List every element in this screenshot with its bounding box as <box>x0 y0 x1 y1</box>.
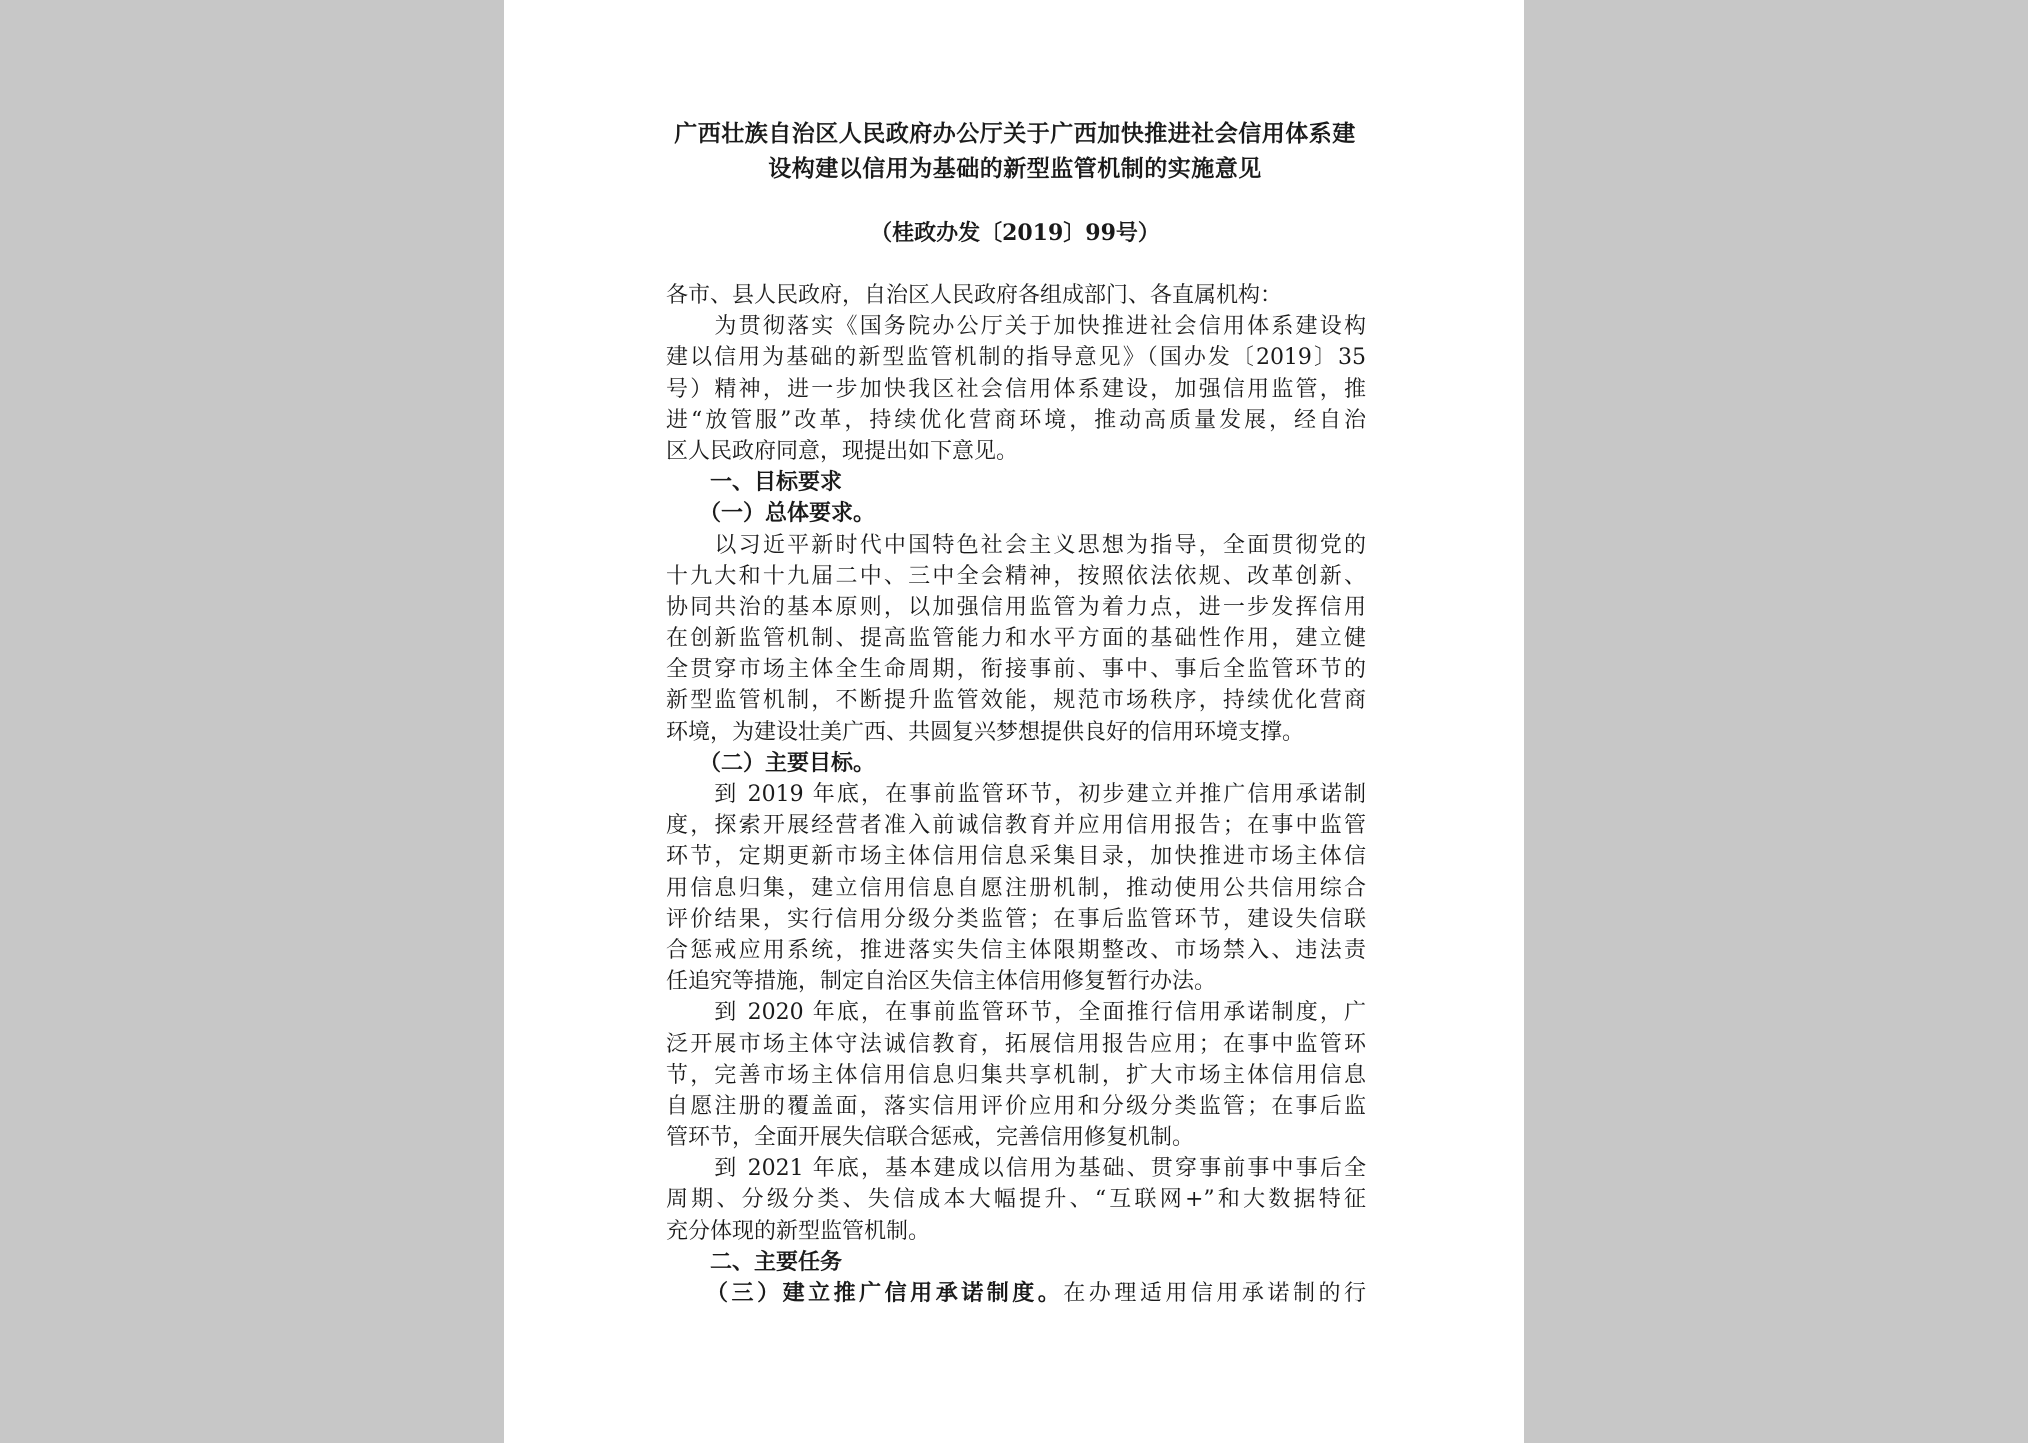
body-line: 度，探索开展经营者准入前诚信教育并应用信用报告；在事中监管 <box>666 813 1366 839</box>
body-line: 节，完善市场主体信用信息归集共享机制，扩大市场主体信用信息 <box>666 1062 1366 1088</box>
body-line: 用信息归集，建立信用信息自愿注册机制，推动使用公共信用综合 <box>666 875 1366 901</box>
body-line: 全贯穿市场主体全生命周期，衔接事前、事中、事后全监管环节的 <box>666 657 1366 683</box>
document-number: （桂政办发〔2019〕99号） <box>870 220 1160 246</box>
document-title <box>664 116 1366 186</box>
subsection-heading-inline: （三）建立推广信用承诺制度。 <box>666 1280 1064 1306</box>
body-line-final-text: 在办理适用信用承诺制的行 <box>1063 1281 1366 1306</box>
title-line-2: 设构建以信用为基础的新型监管机制的实施意见 <box>768 155 1262 182</box>
body-line: 合惩戒应用系统，推进落实失信主体限期整改、市场禁入、违法责 <box>666 937 1366 963</box>
body-line: 自愿注册的覆盖面，落实信用评价应用和分级分类监管；在事后监 <box>666 1093 1366 1119</box>
document-body <box>666 280 1366 1309</box>
document-page <box>504 0 1524 1443</box>
body-line: 建以信用为基础的新型监管机制的指导意见》（国办发〔2019〕35 <box>666 345 1366 371</box>
body-line: 到 2021 年底，基本建成以信用为基础、贯穿事前事中事后全 <box>666 1156 1366 1182</box>
body-line: 新型监管机制，不断提升监管效能，规范市场秩序，持续优化营商 <box>666 688 1366 714</box>
section-heading: 一、目标要求 <box>666 469 843 496</box>
body-line: 十九大和十九届二中、三中全会精神，按照依法依规、改革创新、 <box>666 563 1366 589</box>
body-line: 充分体现的新型监管机制。 <box>666 1218 931 1244</box>
body-line: 为贯彻落实《国务院办公厅关于加快推进社会信用体系建设构 <box>666 314 1366 340</box>
body-line: 在创新监管机制、提高监管能力和水平方面的基础性作用，建立健 <box>666 626 1366 652</box>
body-line: 以习近平新时代中国特色社会主义思想为指导，全面贯彻党的 <box>666 532 1366 558</box>
body-line: 任追究等措施，制定自治区失信主体信用修复暂行办法。 <box>666 969 1217 995</box>
body-line: 泛开展市场主体守法诚信教育，拓展信用报告应用；在事中监管环 <box>666 1031 1366 1057</box>
body-line: 区人民政府同意，现提出如下意见。 <box>666 438 1019 464</box>
body-line: 到 2019 年底，在事前监管环节，初步建立并推广信用承诺制 <box>666 782 1366 807</box>
subsection-heading: （一）总体要求。 <box>666 500 876 527</box>
section-heading: 二、主要任务 <box>666 1248 843 1275</box>
body-line: 进“放管服”改革，持续优化营商环境，推动高质量发展，经自治 <box>666 407 1366 433</box>
body-line: 环节，定期更新市场主体信用信息采集目录，加快推进市场主体信 <box>666 844 1366 870</box>
title-line-1: 广西壮族自治区人民政府办公厅关于广西加快推进社会信用体系建 <box>674 120 1356 147</box>
body-line: 周期、分级分类、失信成本大幅提升、“互联网+”和大数据特征 <box>666 1187 1366 1213</box>
body-line: 环境，为建设壮美广西、共圆复兴梦想提供良好的信用环境支撑。 <box>666 719 1305 745</box>
body-line: 协同共治的基本原则，以加强信用监管为着力点，进一步发挥信用 <box>666 594 1366 620</box>
salutation: 各市、县人民政府，自治区人民政府各组成部门、各直属机构： <box>666 283 1283 308</box>
body-line: 管环节，全面开展失信联合惩戒，完善信用修复机制。 <box>666 1125 1195 1151</box>
body-line: 到 2020 年底，在事前监管环节，全面推行信用承诺制度，广 <box>666 1000 1366 1026</box>
body-line-final <box>666 1278 1366 1309</box>
body-line: 号）精神，进一步加快我区社会信用体系建设，加强信用监管，推 <box>666 376 1366 402</box>
subsection-heading: （二）主要目标。 <box>666 749 876 776</box>
body-line: 评价结果，实行信用分级分类监管；在事后监管环节，建设失信联 <box>666 906 1366 932</box>
